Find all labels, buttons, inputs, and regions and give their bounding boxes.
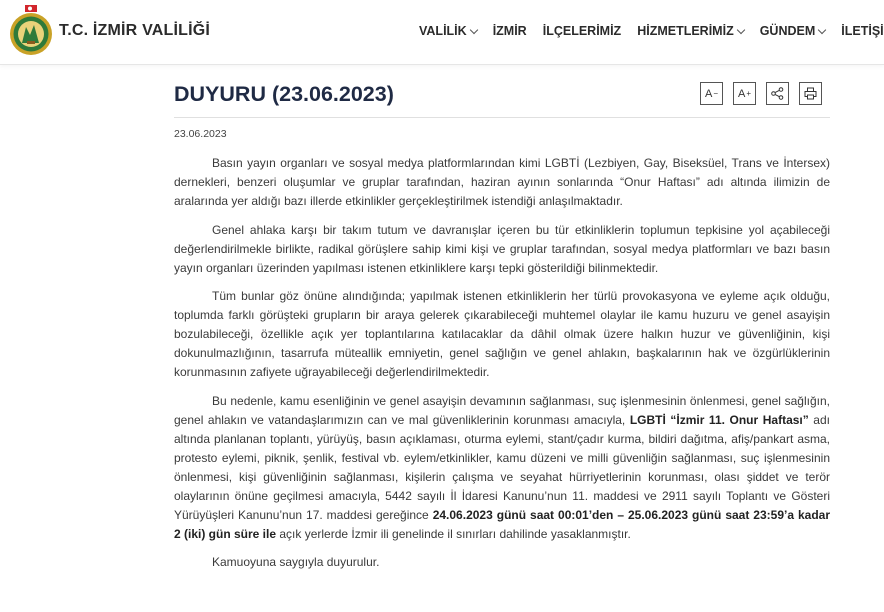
paragraph-4-text: açık yerlerde İzmir ili genelinde il sınırları dahilinde yasaklanmıştır. [276,526,631,541]
nav-item-izmir[interactable] [493,24,527,38]
article-title: DUYURU (23.06.2023) [174,82,394,106]
nav-item-valilik[interactable] [419,24,477,38]
plus-icon: + [746,89,751,98]
paragraph-3: Tüm bunlar göz önüne alındığında; yapılmak istenen etkinliklerin her türlü provokasyona ve eyleme açık olduğu, toplumda farklı görüşteki grupların bir araya gelerek çıkarabileceği muhtemel olaylar ile kamu huzuru ve genel asayişin bozulabileceği, özellikle açık yer toplantılarına katılacaklar da dâhil olmak üzere halkın huzur ve güvenliğinin, kişi dokunulmazlığının, tasarrufa müteallik emniyetin, genel sağlığın ve genel ahlakın, başkalarının hak ve özgürlüklerinin korunmasının zafiyete uğrayabileceği değerlendirilmektedir. [174,289,830,379]
nav-item-label: HİZMETLERİMİZ [637,24,734,38]
paragraph-4-text: Bu nedenle, kamu esenliğinin ve genel asayişin devamının sağlanması, suç işlenmesinin önlenmesi, genel sağlığın, genel ahlakın ve vatandaşlarımızın can ve mal güvenliklerinin korunması amacıyla, [174,393,830,427]
paragraph-2: Genel ahlaka karşı bir takım tutum ve davranışlar içeren bu tür etkinliklerin toplumun tepkisine yol açabileceği değerlendirilmekle birlikte, radikal görüşlere sahip kimi kişi ve gruplar tarafından, sosyal medya platformları ve bazı basın yayın organları üzerinden yapılması istenen etkinliklere karşı tepki gösterildiği bilinmektedir. [174,222,830,275]
paragraph-4 [174,392,830,544]
paragraph-1: Basın yayın organları ve sosyal medya platformlarından kimi LGBTİ (Lezbiyen, Gay, Biseksüel, Trans ve İntersex) dernekleri, benzeri oluşumlar ve gruplar tarafından, haziran ayının sonlarında “Onur Haftası” adı altında ilimizin de aralarında yer aldığı bazı illerde etkinlikler gerçekleştirilmek istendiği anlaşılmaktadır. [174,156,830,208]
nav-item-label: İLETİŞİ [841,24,884,38]
printer-icon [804,87,817,100]
decrease-font-label: A [704,87,713,100]
nav-item-hizmetlerimiz[interactable] [637,24,744,38]
nav-item-label: İLÇELERİMİZ [542,24,622,38]
nav-item-label: İZMİR [492,24,527,38]
paragraph-4-text: adı altında planlanan toplantı, yürüyüş, basın açıklaması, oturma eylemi, stant/çadır kurma, bildiri dağıtma, afiş/pankart asma, protesto eylemi, piknik, şenlik, festival vb. eylem/etkinlikler, kamu düzeni ve milli güvenliğin sağlanması, suç işlenmesinin önlenmesi, kişi güvenliğinin sağlanması, kişilerin çalışma ve seyahat hürriyetlerinin korunması, olası şiddet ve terör olaylarının önüne geçilmesi amacıyla, 5442 sayılı İl İdaresi Kanunu’nun 11. maddesi ve 2911 sayılı Toplantı ve Gösteri Yürüyüşleri Kanunu’nun 17. maddesi gereğince [174,412,830,522]
article [174,80,831,569]
site-header [0,0,884,65]
print-button[interactable] [799,82,822,105]
nav-item-label: GÜNDEM [759,24,816,38]
nav-item-ilcelerimiz[interactable] [543,24,621,38]
site-title[interactable]: T.C. İZMİR VALİLİĞİ [59,22,211,39]
nav-item-iletisim[interactable] [841,24,883,38]
article-body [174,154,830,582]
izmir-governorship-logo-icon[interactable] [8,5,54,57]
main-nav [419,24,884,38]
nav-item-label: VALİLİK [419,24,467,38]
article-date: 23.06.2023 [174,128,227,140]
article-tools [690,82,822,105]
ban-period-highlight: 24.06.2023 günü saat 00:01’den – 25.06.2023 günü saat 23:59’a kadar 2 (iki) gün süre ile [174,507,831,541]
chevron-down-icon [736,25,744,33]
chevron-down-icon [469,25,477,33]
paragraph-5: Kamuoyuna saygıyla duyurulur. [212,555,380,569]
nav-item-gundem[interactable] [760,24,826,38]
chevron-down-icon [818,25,826,33]
increase-font-button[interactable] [733,82,756,105]
title-divider [174,117,830,118]
minus-icon: − [713,89,718,98]
decrease-font-button[interactable] [700,82,723,105]
increase-font-label: A [737,87,746,100]
share-icon [771,87,784,100]
event-name-highlight: LGBTİ “İzmir 11. Onur Haftası” [629,412,809,427]
share-button[interactable] [766,82,789,105]
